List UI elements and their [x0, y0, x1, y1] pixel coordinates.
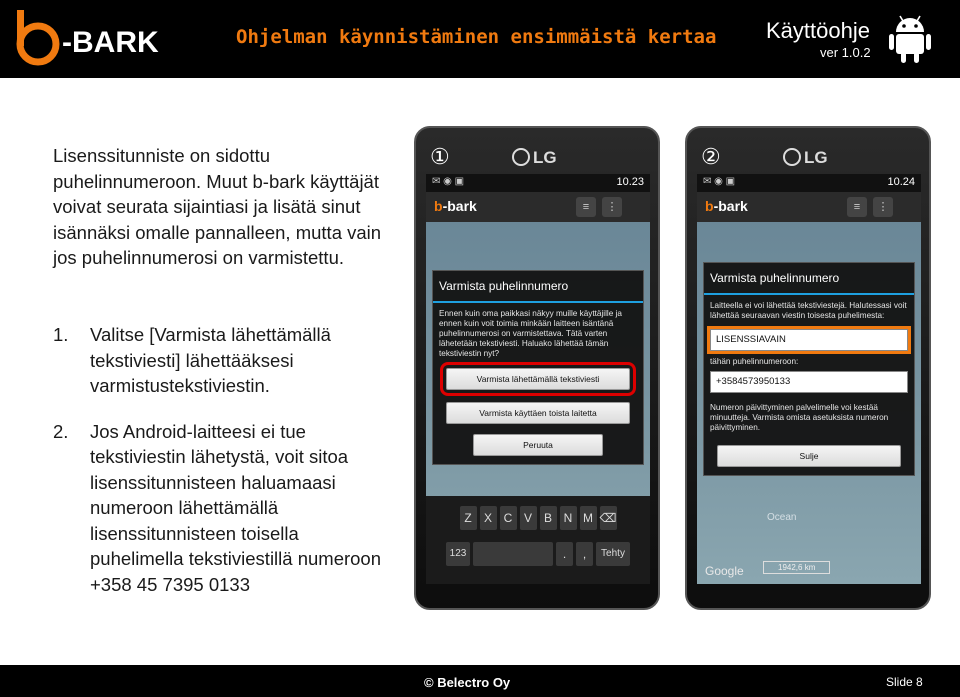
key[interactable]: Z — [460, 506, 477, 530]
phone-screenshot-1 — [414, 126, 660, 610]
phone-screen — [697, 174, 921, 584]
step-number: 1. — [53, 324, 69, 345]
key[interactable]: B — [540, 506, 557, 530]
cancel-button[interactable]: Peruuta — [473, 434, 603, 456]
company-name: © Belectro Oy — [424, 675, 511, 690]
dialog-title: Varmista puhelinnumero — [704, 263, 914, 295]
step-text: Valitse [Varmista lähettämällä tekstiviesti] lähettääksesi varmistustekstiviestin. — [90, 324, 331, 396]
step-number: 2. — [53, 420, 69, 442]
key[interactable]: , — [576, 542, 593, 566]
header-bar — [0, 0, 960, 78]
map-scale: 1942,6 km — [763, 561, 830, 574]
keyboard-row — [426, 506, 650, 530]
status-time: 10.23 — [616, 176, 644, 188]
key[interactable]: X — [480, 506, 497, 530]
doc-label: Käyttöohje — [766, 18, 870, 43]
update-note: Numeron päivittyminen palvelimelle voi kestää minuutteja. Varmista omista asetuksista numeron päivittyminen. — [710, 403, 889, 432]
on-screen-keyboard — [426, 496, 650, 584]
step-item — [53, 419, 383, 598]
lg-logo-icon — [512, 148, 530, 166]
verify-sms-button[interactable]: Varmista lähettämällä tekstiviesti — [446, 368, 630, 390]
android-icon — [888, 14, 932, 64]
steps-list — [53, 322, 383, 617]
phone-number-field[interactable]: +3584573950133 — [710, 371, 908, 393]
space-key[interactable] — [473, 542, 553, 566]
license-key-field[interactable]: LISENSSIAVAIN — [710, 329, 908, 351]
app-bar — [697, 192, 921, 222]
key[interactable]: V — [520, 506, 537, 530]
lg-logo-icon — [783, 148, 801, 166]
intro-text: Lisenssitunniste on sidottu puhelinnumeroon. Muut b-bark käyttäjät voivat seurata sijaintiasi ja lisätä sinut isännäksi omalle pannalleen, mutta vain jos puhelinnumerosi on varmistettu. — [53, 145, 382, 268]
key[interactable]: . — [556, 542, 573, 566]
app-brand: b-bark — [434, 198, 477, 214]
list-icon[interactable]: ≡ — [576, 197, 596, 217]
status-icons: ✉ ◉ ▣ — [703, 176, 736, 187]
key[interactable]: M — [580, 506, 597, 530]
key[interactable]: 123 — [446, 542, 470, 566]
more-menu-icon[interactable]: ⋮ — [602, 197, 622, 217]
list-icon[interactable]: ≡ — [847, 197, 867, 217]
key[interactable]: C — [500, 506, 517, 530]
phone-screen — [426, 174, 650, 584]
slide-number: Slide 8 — [886, 675, 923, 689]
close-button[interactable]: Sulje — [717, 445, 901, 467]
map-label: Ocean — [767, 512, 797, 523]
phone-screenshot-2 — [685, 126, 931, 610]
step-marker: ② — [701, 144, 721, 169]
google-logo: Google — [705, 564, 744, 578]
keyboard-row — [426, 542, 650, 566]
dialog-title: Varmista puhelinnumero — [433, 271, 643, 303]
step-item — [53, 322, 383, 399]
status-bar — [697, 174, 921, 192]
key[interactable]: Tehty — [596, 542, 630, 566]
lg-brand: LG — [783, 148, 828, 168]
more-menu-icon[interactable]: ⋮ — [873, 197, 893, 217]
step-marker: ① — [430, 144, 450, 169]
app-brand: b-bark — [705, 198, 748, 214]
verify-other-device-button[interactable]: Varmista käyttäen toista laitetta — [446, 402, 630, 424]
version-label: ver 1.0.2 — [820, 45, 871, 60]
footer-bar — [0, 665, 960, 697]
step-text: Jos Android-laitteesi ei tue tekstiviestin lähetystä, voit sitoa lisenssitunnisteen haluamaasi numeroon lähettämällä lisenssitunnisteen toisella puhelimella tekstiviestillä numeroon +358 45 7395 0133 — [90, 420, 382, 595]
key[interactable]: N — [560, 506, 577, 530]
page-title: Ohjelman käynnistäminen ensimmäistä kertaa — [236, 26, 717, 48]
b-bark-logo — [14, 6, 174, 68]
lg-brand: LG — [512, 148, 557, 168]
svg-text:-BARK: -BARK — [62, 26, 159, 59]
dialog-message: Ennen kuin oma paikkasi näkyy muille käyttäjille ja ennen kuin voit toimia minkään laitteen isäntänä puhelinnumerosi on varmistettava. Tätä varten lähetetään tekstiviesti. Haluako lähettää tämän tekstiviestin nyt? — [439, 309, 622, 358]
status-icons: ✉ ◉ ▣ — [432, 176, 465, 187]
app-bar — [426, 192, 650, 222]
to-number-label: tähän puhelinnumeroon: — [710, 357, 799, 366]
dialog-message: Laitteella ei voi lähettää tekstiviestejä. Halutessasi voit lähettää seuraavan viestin toisesta puhelimesta: — [710, 301, 907, 320]
verify-dialog — [703, 262, 915, 476]
backspace-icon[interactable]: ⌫ — [600, 506, 617, 530]
status-time: 10.24 — [887, 176, 915, 188]
verify-dialog — [432, 270, 644, 465]
status-bar — [426, 174, 650, 192]
